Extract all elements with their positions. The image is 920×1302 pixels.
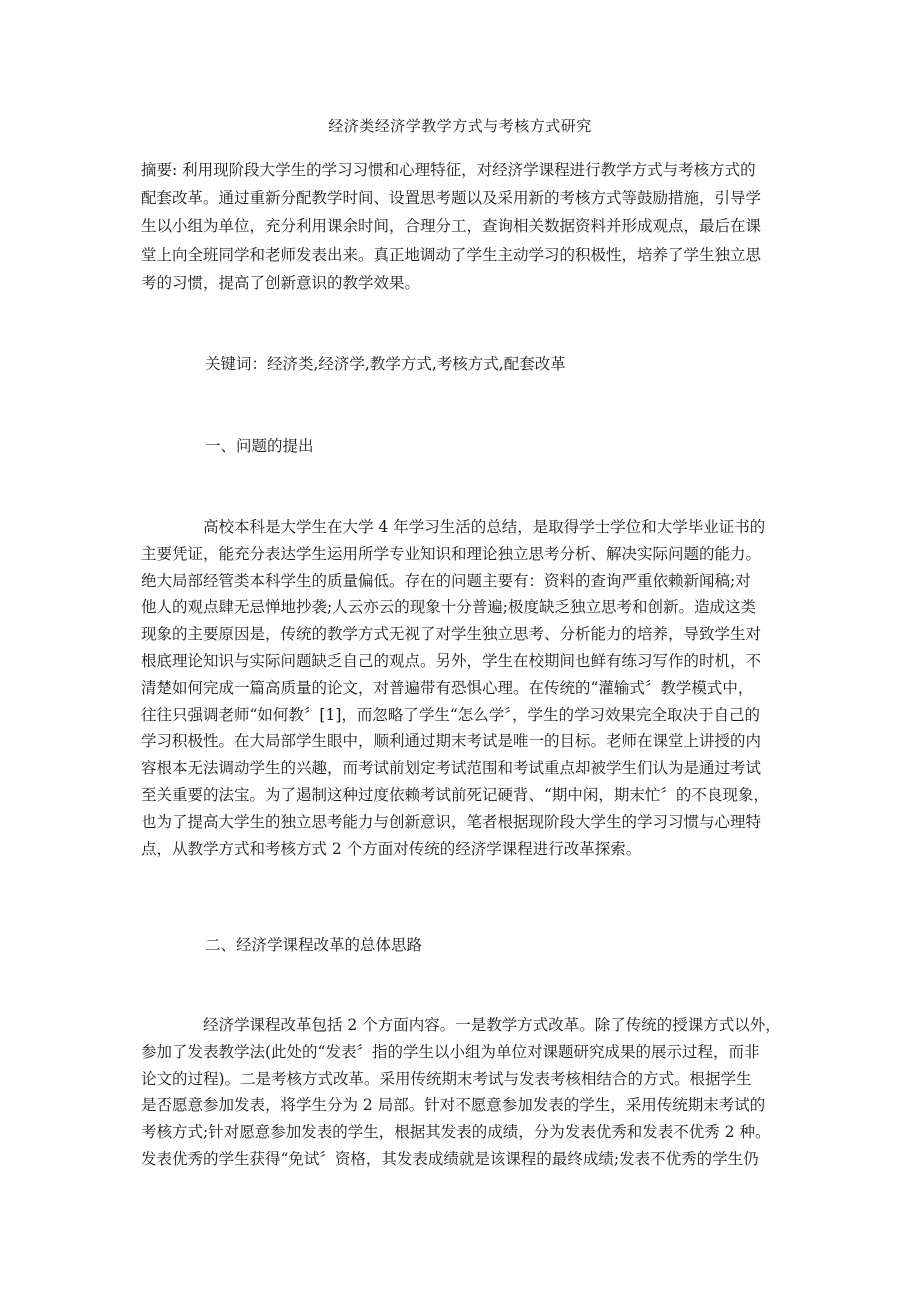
paragraph-line: 他人的观点肆无忌惮地抄袭;人云亦云的现象十分普遍;极度缺乏独立思考和创新。造成这类 (141, 598, 756, 617)
paragraph-line: 往往只强调老师“如何教〞[1]，而忽略了学生“怎么学〞，学生的学习效果完全取决于自己的 (141, 705, 761, 724)
paragraph-line: 学习积极性。在大局部学生眼中，顺利通过期末考试是唯一的目标。老师在课堂上讲授的内 (141, 732, 762, 751)
paragraph-line: 绝大局部经管类本科学生的质量偏低。存在的问题主要有：资料的查询严重依赖新闻稿;对 (141, 571, 751, 590)
paragraph-line: 高校本科是大学生在大学 4 年学习生活的总结，是取得学士学位和大学毕业证书的 (203, 518, 766, 536)
abstract-line: 配套改革。通过重新分配教学时间、设置思考题以及采用新的考核方式等鼓励措施，引导学 (141, 189, 762, 208)
paragraph-line: 论文的过程)。二是考核方式改革。采用传统期末考试与发表考核相结合的方式。根据学生 (141, 1069, 752, 1088)
paragraph-line: 参加了发表教学法(此处的“发表〞指的学生以小组为单位对课题研究成果的展示过程，而非 (141, 1042, 760, 1061)
paragraph-line: 根底理论知识与实际问题缺乏自己的观点。另外，学生在校期间也鲜有练习写作的时机，不 (141, 651, 762, 670)
keywords-line: 关键词：经济类,经济学,教学方式,考核方式,配套改革 (205, 355, 566, 373)
paragraph-line: 考核方式;针对愿意参加发表的学生，根据其发表的成绩，分为发表优秀和发表不优秀 2 种。 (141, 1123, 771, 1142)
paragraph-line: 也为了提高大学生的独立思考能力与创新意识，笔者根据现阶段大学生的学习习惯与心理特 (141, 812, 762, 831)
abstract-line: 生以小组为单位，充分利用课余时间，合理分工，查询相关数据资料并形成观点，最后在课 (141, 217, 762, 236)
paragraph-line: 现象的主要原因是，传统的教学方式无视了对学生独立思考、分析能力的培养，导致学生对 (141, 625, 762, 644)
document-title: 经济类经济学教学方式与考核方式研究 (328, 117, 592, 135)
paragraph-line: 容根本无法调动学生的兴趣，而考试前划定考试范围和考试重点却被学生们认为是通过考试 (141, 759, 762, 778)
section-heading-1: 一、问题的提出 (205, 437, 314, 455)
abstract-line: 摘要: 利用现阶段大学生的学习习惯和心理特征，对经济学课程进行教学方式与考核方式的 (141, 161, 756, 179)
abstract-line: 堂上向全班同学和老师发表出来。真正地调动了学生主动学习的积极性，培养了学生独立思 (141, 245, 762, 264)
section-1-paragraph (141, 514, 791, 862)
paragraph-line: 经济学课程改革包括 2 个方面内容。一是教学方式改革。除了传统的授课方式以外， (203, 1016, 781, 1034)
section-2-paragraph (141, 1012, 791, 1173)
paragraph-line: 是否愿意参加发表，将学生分为 2 局部。针对不愿意参加发表的学生，采用传统期末考试的 (141, 1096, 766, 1115)
abstract-line: 考的习惯，提高了创新意识的教学效果。 (141, 273, 421, 292)
section-heading-2: 二、经济学课程改革的总体思路 (205, 936, 423, 954)
paragraph-line: 发表优秀的学生获得“免试〞资格，其发表成绩就是该课程的最终成绩;发表不优秀的学生仍 (141, 1149, 759, 1168)
paragraph-line: 清楚如何完成一篇高质量的论文，对普遍带有恐惧心理。在传统的“灌输式〞教学模式中， (141, 678, 754, 697)
paragraph-line: 主要凭证，能充分表达学生运用所学专业知识和理论独立思考分析、解决实际问题的能力。 (141, 544, 762, 563)
abstract-paragraph (141, 156, 781, 297)
paragraph-line: 至关重要的法宝。为了遏制这种过度依赖考试前死记硬背、“期中闲，期末忙〞的不良现象， (141, 785, 769, 804)
paragraph-line: 点，从教学方式和考核方式 2 个方面对传统的经济学课程进行改革探索。 (141, 839, 642, 858)
